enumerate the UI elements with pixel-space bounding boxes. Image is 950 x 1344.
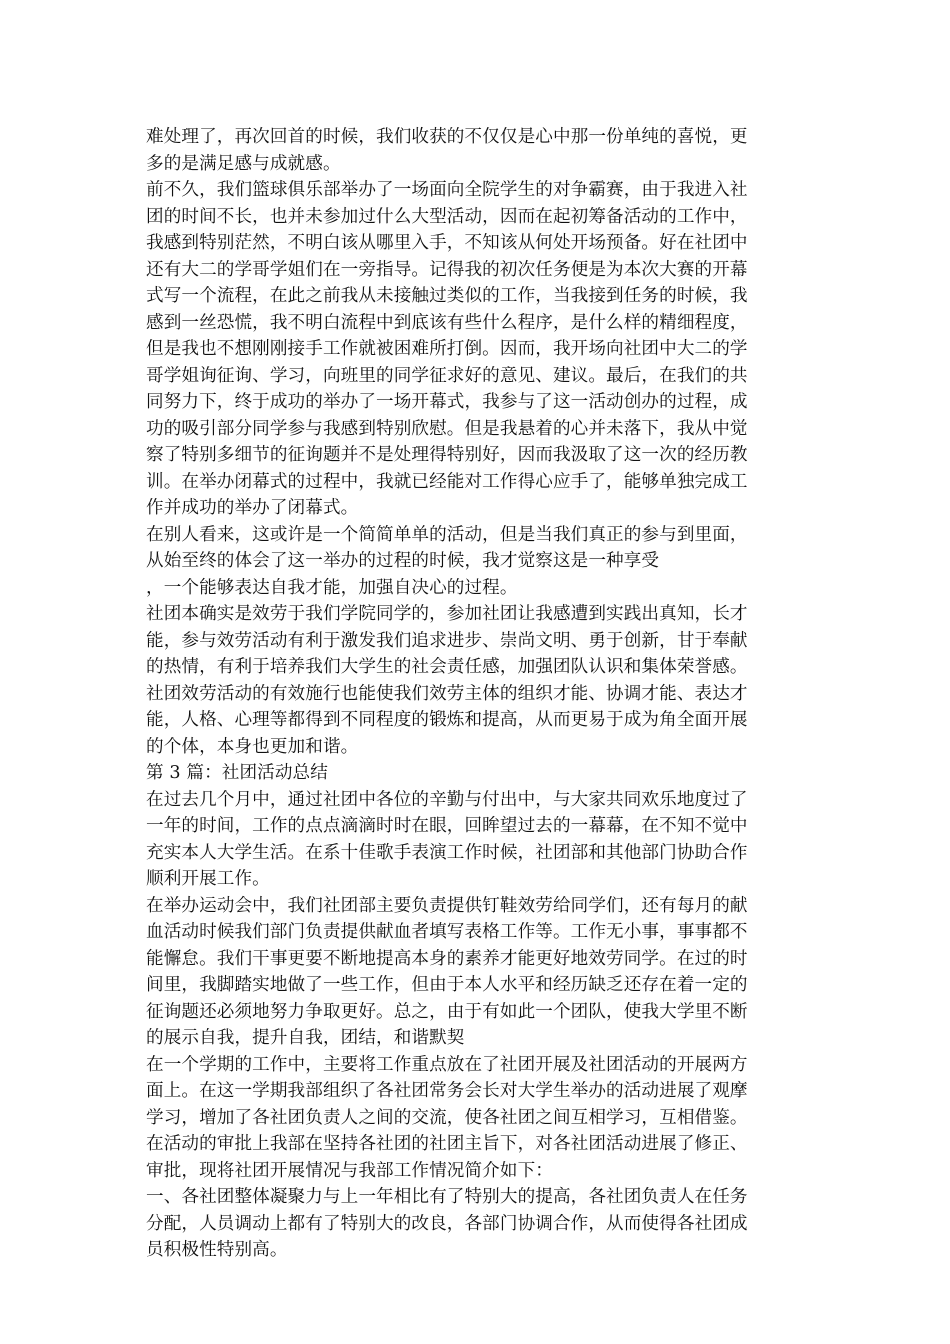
document-text-line: 员积极性特别高。 (146, 1240, 288, 1260)
document-text-line: 社团本确实是效劳于我们学院同学的，参加社团让我感遭到实践出真知，长才 (146, 604, 748, 624)
document-text-line: 在举办运动会中，我们社团部主要负责提供钉鞋效劳给同学们，还有每月的献 (146, 895, 748, 916)
document-text-line: 分配，人员调动上都有了特别大的改良，各部门协调合作，从而使得各社团成 (146, 1213, 748, 1234)
document-body (146, 124, 808, 1264)
document-text-line: 从始至终的体会了这一举办的过程的时候，我才觉察这是一种享受 (146, 551, 660, 571)
document-text-line: 第 3 篇：社团活动总结 (146, 763, 328, 783)
document-text-line: 血活动时候我们部门负责提供献血者填写表格工作等。工作无小事，事事都不 (146, 922, 748, 942)
document-text-line: 在别人看来，这或许是一个简简单单的活动，但是当我们真正的参与到里面， (146, 524, 748, 545)
document-text-line: 难处理了，再次回首的时候，我们收获的不仅仅是心中那一份单纯的喜悦，更 (146, 127, 748, 147)
document-text-line: 多的是满足感与成就感。 (146, 153, 341, 174)
document-text-line: 能，人格、心理等都得到不同程度的锻炼和提高，从而更易于成为角全面开展 (146, 710, 748, 730)
document-text-line: 的个体，本身也更加和谐。 (146, 736, 359, 757)
document-text-line: 我感到特别茫然，不明白该从哪里入手，不知该从何处开场预备。好在社团中 (146, 233, 748, 253)
document-text-line: 审批，现将社团开展情况与我部工作情况简介如下： (146, 1160, 553, 1181)
document-text-line: 的展示自我，提升自我，团结，和谐默契 (146, 1028, 465, 1048)
document-text-line: 同努力下，终于成功的举办了一场开幕式，我参与了这一活动创办的过程，成 (146, 392, 748, 412)
document-text-line: 充实本人大学生活。在系十佳歌手表演工作时候，社团部和其他部门协助合作 (146, 842, 748, 863)
document-text-line: 顺利开展工作。 (146, 869, 270, 889)
document-text-line: 功的吸引部分同学参与我感到特别欣慰。但是我悬着的心并未落下，我从中觉 (146, 418, 748, 439)
document-text-line: 征询题还必须地努力争取更好。总之，由于有如此一个团队，使我大学里不断 (146, 1001, 748, 1022)
document-text-line: 能，参与效劳活动有利于激发我们追求进步、崇尚文明、勇于创新，甘于奉献 (146, 630, 748, 651)
document-text-line: 一年的时间，工作的点点滴滴时时在眼，回眸望过去的一幕幕，在不知不觉中 (146, 816, 748, 836)
document-text-line: 前不久，我们篮球俱乐部举办了一场面向全院学生的对争霸赛，由于我进入社 (146, 180, 748, 200)
document-text-line: 一、各社团整体凝聚力与上一年相比有了特别大的提高，各社团负责人在任务 (146, 1187, 748, 1207)
document-text-line: 感到一丝恐慌，我不明白流程中到底该有些什么程序，是什么样的精细程度， (146, 312, 748, 333)
document-text-line: 训。在举办闭幕式的过程中，我就已经能对工作得心应手了，能够单独完成工 (146, 471, 748, 492)
document-text-line: 察了特别多细节的征询题并不是处理得特别好，因而我汲取了这一次的经历教 (146, 445, 748, 465)
document-text-line: 团的时间不长，也并未参加过什么大型活动，因而在起初筹备活动的工作中， (146, 206, 748, 227)
document-text-line: 在活动的审批上我部在坚持各社团的社团主旨下，对各社团活动进展了修正、 (146, 1134, 748, 1154)
document-text-line: 学习，增加了各社团负责人之间的交流，使各社团之间互相学习，互相借鉴。 (146, 1107, 748, 1128)
document-text-line: 社团效劳活动的有效施行也能使我们效劳主体的组织才能、协调才能、表达才 (146, 683, 748, 704)
document-text-line: 在过去几个月中，通过社团中各位的辛勤与付出中，与大家共同欢乐地度过了 (146, 789, 748, 810)
document-text-line: 还有大二的学哥学姐们在一旁指导。记得我的初次任务便是为本次大赛的开幕 (146, 259, 748, 280)
document-text-line: 在一个学期的工作中，主要将工作重点放在了社团开展及社团活动的开展两方 (146, 1054, 748, 1075)
document-text-line: 的热情，有利于培养我们大学生的社会责任感，加强团队认识和集体荣誉感。 (146, 657, 748, 677)
document-text-line: 但是我也不想刚刚接手工作就被困难所打倒。因而，我开场向社团中大二的学 (146, 339, 748, 359)
document-text-line: 能懈怠。我们干事更要不断地提高本身的素养才能更好地效劳同学。在过的时 (146, 948, 748, 969)
document-text-line: 作并成功的举办了闭幕式。 (146, 498, 359, 518)
document-text-line: 面上。在这一学期我部组织了各社团常务会长对大学生举办的活动进展了观摩 (146, 1081, 748, 1101)
document-text-line: 间里，我脚踏实地做了一些工作，但由于本人水平和经历缺乏还存在着一定的 (146, 975, 748, 995)
document-text-line: 哥学姐询征询、学习，向班里的同学征求好的意见、建议。最后，在我们的共 (146, 365, 748, 386)
document-text-line: 式写一个流程，在此之前我从未接触过类似的工作，当我接到任务的时候，我 (146, 286, 748, 306)
document-text-line: ，一个能够表达自我才能，加强自决心的过程。 (146, 577, 518, 598)
